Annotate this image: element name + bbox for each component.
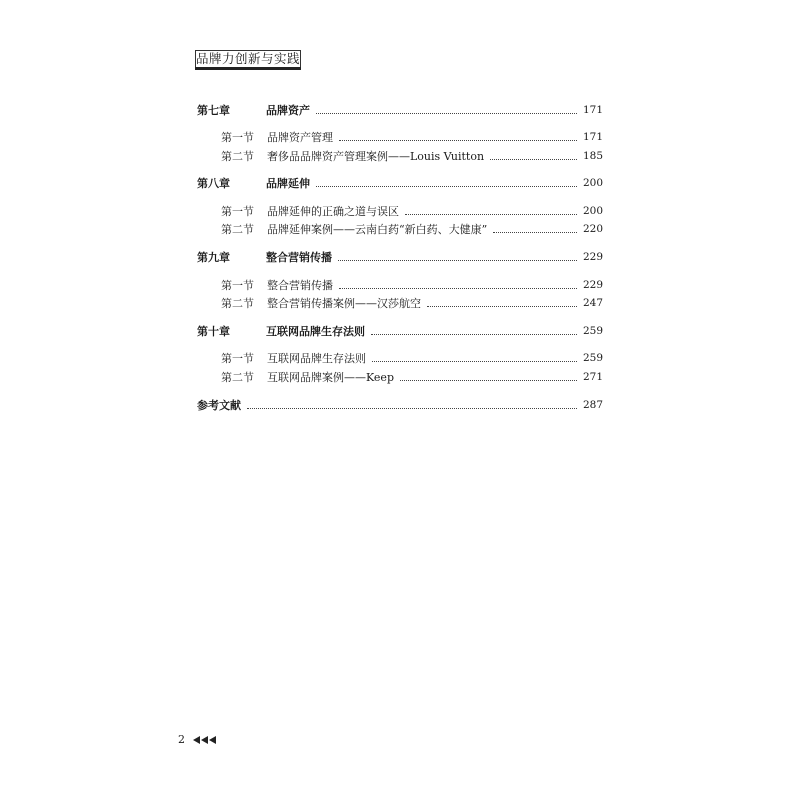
toc-leader-dots xyxy=(405,214,577,215)
toc-entry-number: 第十章 xyxy=(197,325,230,338)
toc-entry-number: 第一节 xyxy=(221,205,254,218)
toc-entry-title: 互联网品牌生存法则 xyxy=(267,352,366,365)
toc-entry-title: 整合营销传播 xyxy=(267,279,333,292)
toc-leader-dots xyxy=(339,288,577,289)
toc-entry-number: 第二节 xyxy=(221,150,254,163)
toc-entry-page: 229 xyxy=(582,251,603,263)
header-rule xyxy=(195,67,301,70)
toc-section-10-1 xyxy=(197,349,603,367)
toc-entry-title: 品牌资产 xyxy=(266,104,310,117)
toc-section-8-1 xyxy=(197,202,603,220)
toc-entry-number: 第九章 xyxy=(197,251,230,264)
toc-entry-page: 171 xyxy=(582,104,603,116)
toc-entry-title: 参考文献 xyxy=(197,399,241,412)
toc-chapter-8 xyxy=(197,174,603,192)
page-footer xyxy=(178,733,217,746)
toc-entry-page: 287 xyxy=(582,399,603,411)
triple-left-arrow-icon xyxy=(193,736,217,744)
toc-entry-title: 整合营销传播 xyxy=(266,251,332,264)
toc-leader-dots xyxy=(316,113,577,114)
toc-entry-title: 品牌资产管理 xyxy=(267,131,333,144)
toc-leader-dots xyxy=(247,408,577,409)
toc-leader-dots xyxy=(427,306,577,307)
toc-entry-page: 220 xyxy=(582,223,603,235)
toc-references xyxy=(197,396,603,414)
toc-entry-number: 第七章 xyxy=(197,104,230,117)
toc-entry-title: 互联网品牌案例——Keep xyxy=(267,371,394,384)
toc-leader-dots xyxy=(338,260,577,261)
toc-entry-page: 200 xyxy=(582,205,603,217)
toc-entry-title: 品牌延伸的正确之道与误区 xyxy=(267,205,399,218)
toc-section-7-2 xyxy=(197,147,603,165)
toc-section-7-1 xyxy=(197,128,603,146)
toc-entry-page: 259 xyxy=(582,325,603,337)
toc-leader-dots xyxy=(316,186,577,187)
toc-entry-page: 247 xyxy=(582,297,603,309)
toc-entry-title: 品牌延伸案例——云南白药“新白药、大健康” xyxy=(267,223,488,236)
toc-leader-dots xyxy=(400,380,577,381)
toc-leader-dots xyxy=(493,232,577,233)
toc-entry-number: 第二节 xyxy=(221,371,254,384)
toc-entry-page: 200 xyxy=(582,177,603,189)
toc-entry-page: 229 xyxy=(582,279,603,291)
toc-entry-number: 第一节 xyxy=(221,279,254,292)
toc-entry-number: 第一节 xyxy=(221,352,254,365)
running-header-title: 品牌力创新与实践 xyxy=(196,51,301,66)
toc-leader-dots xyxy=(490,159,577,160)
running-header xyxy=(195,50,301,67)
toc-chapter-7 xyxy=(197,101,603,119)
toc-entry-title: 奢侈品品牌资产管理案例——Louis Vuitton xyxy=(267,150,485,163)
toc-entry-title: 整合营销传播案例——汉莎航空 xyxy=(267,297,421,310)
toc-leader-dots xyxy=(372,361,577,362)
toc-entry-number: 第一节 xyxy=(221,131,254,144)
toc-chapter-10 xyxy=(197,322,603,340)
toc-chapter-9 xyxy=(197,248,603,266)
toc-section-9-1 xyxy=(197,276,603,294)
toc-leader-dots xyxy=(371,334,577,335)
toc-entry-number: 第二节 xyxy=(221,297,254,310)
toc-entry-page: 185 xyxy=(582,150,603,162)
toc-entry-page: 271 xyxy=(582,371,603,383)
toc-entry-page: 259 xyxy=(582,352,603,364)
toc-section-10-2 xyxy=(197,368,603,386)
toc-section-8-2 xyxy=(197,220,603,238)
toc-leader-dots xyxy=(339,140,577,141)
page-number: 2 xyxy=(178,733,185,746)
toc-entry-title: 互联网品牌生存法则 xyxy=(266,325,365,338)
toc-entry-title: 品牌延伸 xyxy=(266,177,310,190)
toc-entry-number: 第八章 xyxy=(197,177,230,190)
toc-entry-page: 171 xyxy=(582,131,603,143)
toc-section-9-2 xyxy=(197,294,603,312)
toc-entry-number: 第二节 xyxy=(221,223,254,236)
